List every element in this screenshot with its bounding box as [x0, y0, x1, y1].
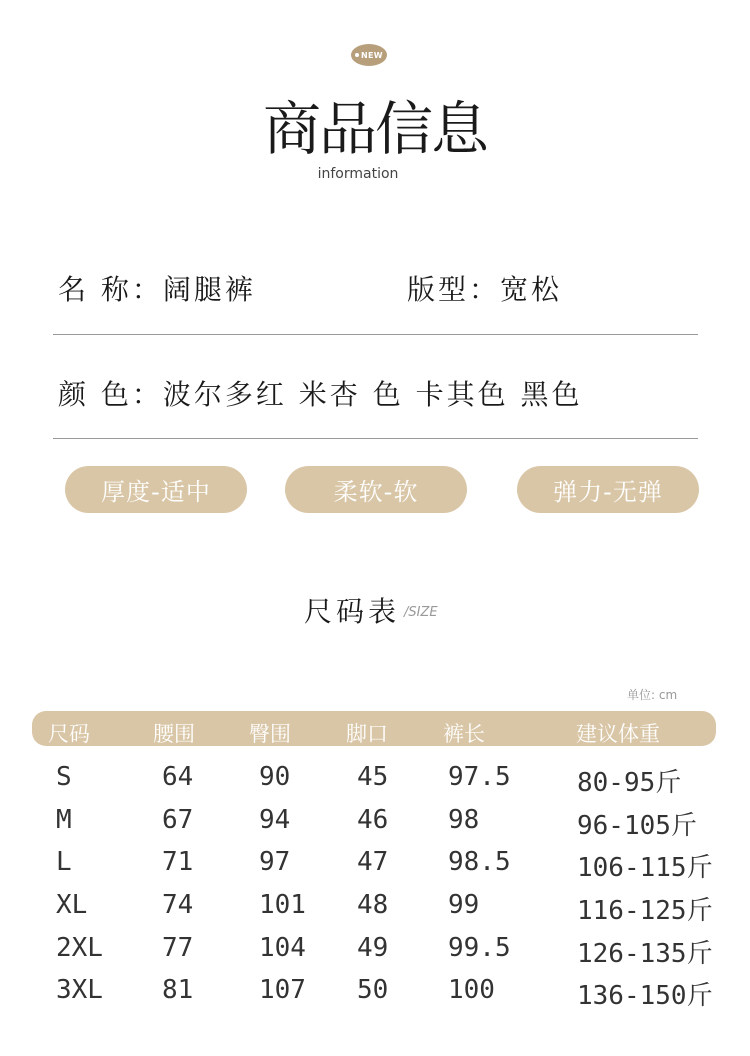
product-name: 名 称：阔腿裤 [58, 273, 256, 306]
page-subtitle: information [317, 166, 399, 182]
table-cell: 136-150斤 [577, 981, 713, 1011]
table-cell: 97.5 [448, 762, 511, 792]
table-cell: 48 [357, 890, 389, 920]
table-cell: 80-95斤 [577, 768, 682, 798]
table-header-cell: 臀围 [249, 722, 291, 746]
table-header-cell: 建议体重 [576, 722, 660, 746]
table-cell: 49 [357, 933, 389, 963]
table-cell: 64 [162, 762, 194, 792]
table-cell: 74 [162, 890, 194, 920]
size-chart-title: 尺码表 [304, 595, 401, 628]
table-cell: 126-135斤 [577, 939, 713, 969]
page-title: 商品信息 [262, 95, 487, 163]
divider [53, 438, 698, 439]
feature-elasticity: 弹力-无弹 [517, 466, 699, 513]
product-fit: 版型：宽松 [407, 273, 563, 306]
table-cell: 46 [357, 805, 389, 835]
table-cell: 100 [448, 975, 495, 1005]
table-cell: 45 [357, 762, 389, 792]
table-cell: S [56, 762, 72, 792]
new-badge [351, 44, 387, 66]
table-cell: 98.5 [448, 847, 511, 877]
product-colors: 颜 色：波尔多红 米杏 色 卡其色 黑色 [58, 378, 583, 411]
table-cell: 71 [162, 847, 194, 877]
table-header-cell: 裤长 [443, 722, 485, 746]
table-cell: 104 [259, 933, 306, 963]
table-cell: XL [56, 890, 88, 920]
table-cell: 107 [259, 975, 306, 1005]
table-header-cell: 脚口 [346, 722, 388, 746]
table-cell: 99.5 [448, 933, 511, 963]
feature-thickness: 厚度-适中 [65, 466, 247, 513]
table-cell: 3XL [56, 975, 103, 1005]
table-cell: 99 [448, 890, 480, 920]
table-cell: 90 [259, 762, 291, 792]
table-cell: 2XL [56, 933, 103, 963]
table-cell: 116-125斤 [577, 896, 713, 926]
table-cell: 97 [259, 847, 291, 877]
badge-dot-icon [355, 53, 359, 57]
table-cell: 77 [162, 933, 194, 963]
table-cell: 106-115斤 [577, 853, 713, 883]
table-cell: M [56, 805, 72, 835]
badge-label: NEW [361, 50, 383, 60]
table-cell: 50 [357, 975, 389, 1005]
table-cell: 101 [259, 890, 306, 920]
table-cell: 67 [162, 805, 194, 835]
table-header-cell: 腰围 [153, 722, 195, 746]
divider [53, 334, 698, 335]
table-cell: 47 [357, 847, 389, 877]
table-header-cell: 尺码 [48, 722, 90, 746]
table-cell: 94 [259, 805, 291, 835]
table-cell: 96-105斤 [577, 811, 697, 841]
feature-softness: 柔软-软 [285, 466, 467, 513]
size-chart-unit: 单位: cm [627, 688, 678, 702]
table-cell: L [56, 847, 72, 877]
table-cell: 98 [448, 805, 480, 835]
size-chart-subtitle: /SIZE [404, 605, 438, 620]
table-cell: 81 [162, 975, 194, 1005]
